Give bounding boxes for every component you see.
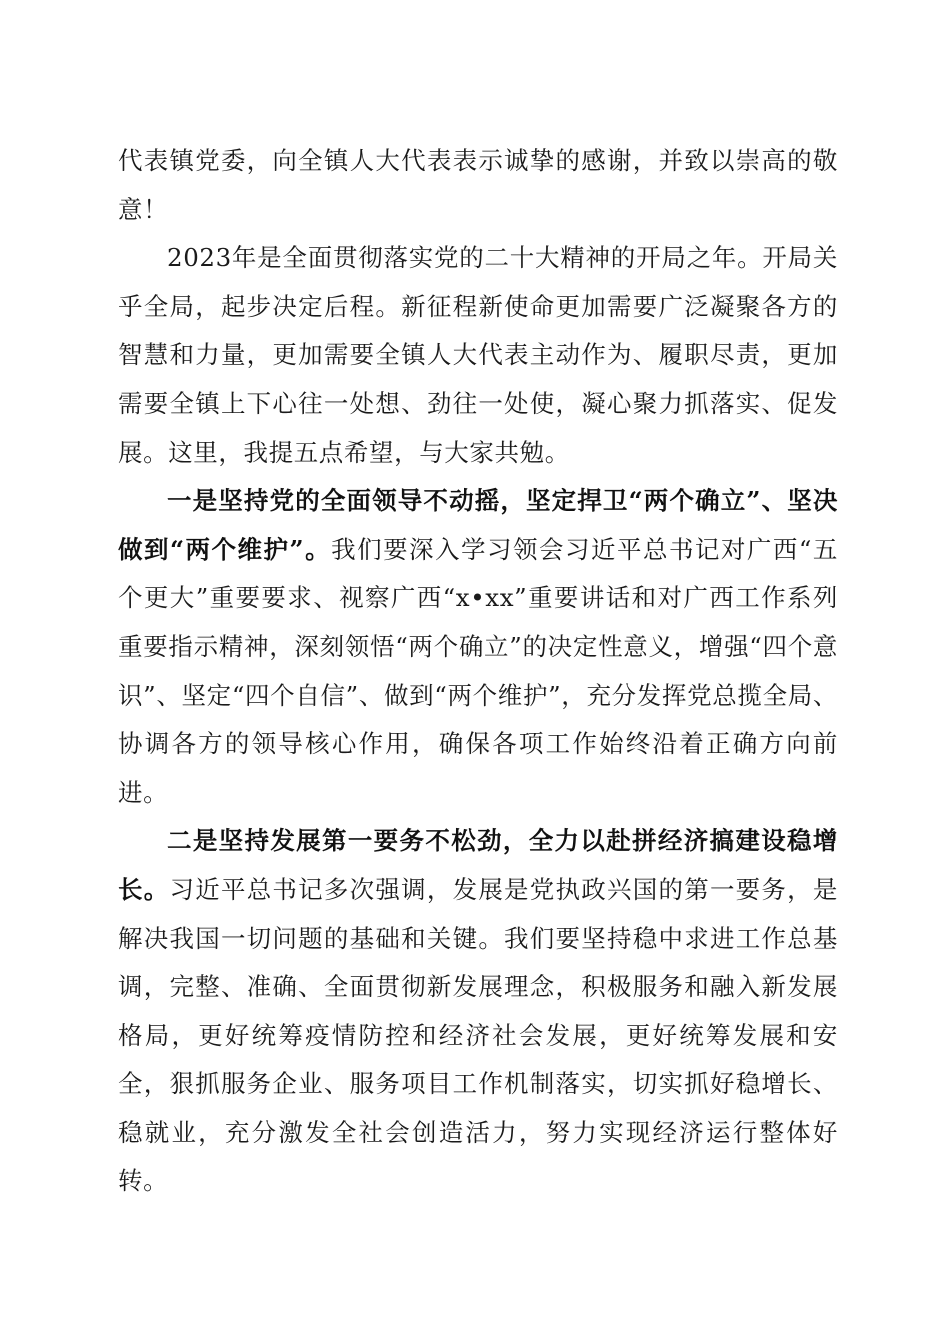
paragraph-point-one	[118, 477, 838, 817]
paragraph-text: 我们要深入学习领会习近平总书记对广西“五个更大”重要要求、视察广西“x•xx”重要讲话和对广西工作系列重要指示精神，深刻领悟“两个确立”的决定性意义，增强“四个意识”、坚定“四个自信”、做到“两个维护”，充分发挥党总揽全局、协调各方的领导核心作用，确保各项工作始终沿着正确方向前进。	[118, 534, 838, 807]
document-body	[118, 137, 838, 1206]
paragraph-text: 2023年是全面贯彻落实党的二十大精神的开局之年。开局关乎全局，起步决定后程。新征程新使命更加需要广泛凝聚各方的智慧和力量，更加需要全镇人大代表主动作为、履职尽责，更加需要全镇上下心往一处想、劲往一处使，凝心聚力抓落实、促发展。这里，我提五点希望，与大家共勉。	[118, 243, 838, 467]
paragraph-2023-intro	[118, 234, 838, 477]
paragraph-point-two	[118, 817, 838, 1206]
paragraph-closing-thanks	[118, 137, 838, 234]
paragraph-text: 代表镇党委，向全镇人大代表表示诚挚的感谢，并致以崇高的敬意！	[118, 146, 838, 224]
paragraph-text: 习近平总书记多次强调，发展是党执政兴国的第一要务，是解决我国一切问题的基础和关键。我们要坚持稳中求进工作总基调，完整、准确、全面贯彻新发展理念，积极服务和融入新发展格局，更好统筹疫情防控和经济社会发展，更好统筹发展和安全，狠抓服务企业、服务项目工作机制落实，切实抓好稳增长、稳就业，充分激发全社会创造活力，努力实现经济运行整体好转。	[118, 874, 838, 1196]
paragraph-lead-heading: 一是坚持党的全面领导不动摇，坚定捍卫“两个确立”、坚决做到“两个维护”。	[118, 486, 838, 564]
paragraph-lead-heading: 二是坚持发展第一要务不松劲，全力以赴拼经济搞建设稳增长。	[118, 826, 838, 904]
